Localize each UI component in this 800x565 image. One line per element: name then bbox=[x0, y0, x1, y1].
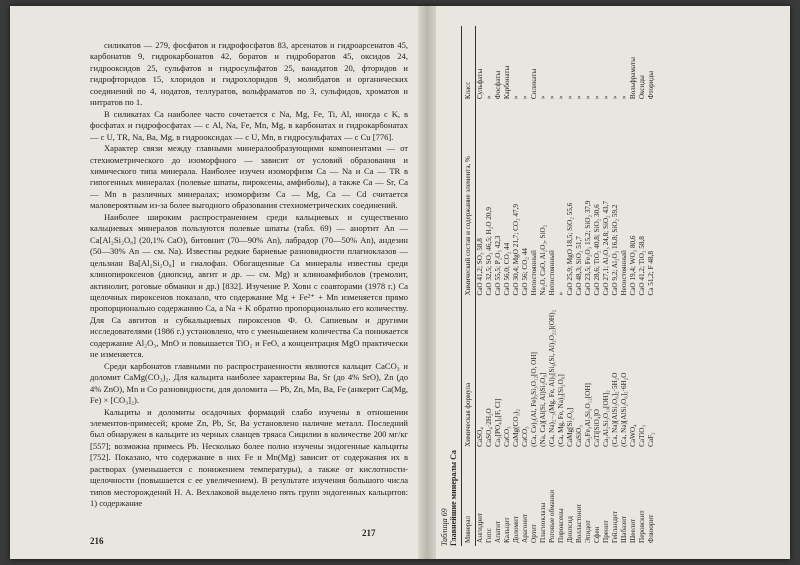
cell-formula: CaCO₃ bbox=[503, 426, 511, 447]
table-row bbox=[620, 26, 629, 546]
cell-composition: CaO 28,6; TiO₂ 40,8; SiO₂ 30,6 bbox=[593, 204, 601, 296]
cell-composition: CaO 48,3; SiO₂ 51,7 bbox=[575, 236, 583, 296]
table-row bbox=[530, 26, 539, 546]
cell-mineral: Плагиоклазы bbox=[539, 502, 547, 543]
cell-mineral: Диопсид bbox=[566, 516, 574, 543]
cell-class: » bbox=[539, 95, 547, 100]
paragraph-3: Характер связи между главными минералообразующими компонентами — от стехиометрического до изоморфного — зависит от условий образования и химического типа минерала. Наиболее изучен изоморфизм Ca — Na и Ca — TR в гипогенных минералах (полевые шпаты, пироксены, амфиболы), а также Ca — Sr, Ca — Mn в различных минералах; изоморфизм Ca — Mg, Ca — Cd считается маловероятным из-за более выгодного образования стехиометрических соединений. bbox=[90, 143, 408, 211]
cell-formula: CaSO₄·2H₂O bbox=[485, 408, 493, 447]
cell-composition: CaO 9,2; Al₂O₃ 16,8; SiO₂ 59,2 bbox=[611, 204, 619, 296]
cell-class: » bbox=[575, 95, 583, 100]
page-number-right: 217 bbox=[362, 528, 376, 538]
cell-formula: CaF₂ bbox=[647, 432, 655, 447]
cell-formula: CaMg[Si₂O₆] bbox=[566, 407, 574, 447]
cell-formula: (Ca, Na)₂₋₃(Mg, Fe, Al)₅[Si₆(Si, Al)₂O₂₂](OH)₂ bbox=[548, 310, 556, 447]
cell-composition: CaO 30,4; MgO 21,7; CO₂ 47,9 bbox=[512, 203, 520, 296]
cell-mineral: Гипс bbox=[485, 528, 493, 543]
cell-class: » bbox=[512, 95, 520, 100]
cell-mineral: Доломит bbox=[512, 516, 520, 543]
header-mineral: Минерал bbox=[462, 450, 476, 546]
page-number-left: 216 bbox=[90, 536, 104, 546]
table-row bbox=[485, 26, 494, 546]
table-row bbox=[539, 26, 548, 546]
table-row bbox=[593, 26, 602, 546]
cell-formula: (Ca, Na)[AlSi₃O₈]₂·5H₂O bbox=[611, 372, 619, 447]
table-row bbox=[503, 26, 512, 546]
cell-class: » bbox=[566, 95, 574, 100]
cell-formula: (Ca, Ce)₂(Al, Fe)₃Si₃O₁₂[O, OH] bbox=[530, 352, 538, 447]
cell-formula: (Ca, Mg, Fe, Na)₂[Si₂O₆] bbox=[557, 374, 565, 447]
cell-class: » bbox=[548, 95, 556, 100]
cell-formula: (Na, Ca)[Al(Si, Al)Si₂O₈] bbox=[539, 372, 547, 447]
paragraph-1: силикатов — 279, фосфатов и гидрофосфатов 83, арсенатов и гидроарсенатов 45, карбонатов 9, гидрокарбонатов 42, боратов и гидроборатов 45, оксидов 24, гидрооксидов 25, сульфатов и гидросульфатов 25, ванадатов 20, фторидов и гидрофторидов 15, хлоридов и гидрохлоридов 9, молибдатов и органических соединений по 4, нодатов, теллуратов, вольфраматов по 3, сульфидов, хроматов и нитратов по 1. bbox=[90, 40, 408, 108]
cell-formula: (Ca, Na)[AlSi₂O₆]₂·6H₂O bbox=[620, 372, 628, 447]
cell-class: » bbox=[602, 95, 610, 100]
cell-class: Оксиды bbox=[638, 75, 646, 100]
cell-composition: CaO 41,2; TiO₂ 58,8 bbox=[638, 236, 646, 296]
cell-mineral: Перовскит bbox=[638, 510, 646, 543]
cell-formula: CaWO₄ bbox=[629, 424, 637, 447]
paragraph-6: Кальциты и доломиты осадочных формаций слабо изучены в отношении элементов-примесей; кроме Zn, Pb, Sr, Ba установлено наличие металл. Последний был обнаружен в кальците из черных сланцев тряаса Сицилии в количестве 200 мг/кг [557]; возможна примесь Pb. Несколько более полно изучены эндогенные кальциты [752]. Показано, что содержание в них Fe и Mn(Mg) зависит от содержания их в растворах (уменьшается с понижением температуры), а также от кислотности-щелочности (повышается с ее увеличением). В результате изучения большого числа типов месторождений Н. А. Вехлаковой выделено пять групп эндогенных кальцитов: 1) содержание bbox=[90, 406, 408, 509]
cell-composition: CaO 55,5; P₂O₅ 42,3 bbox=[494, 235, 502, 296]
cell-mineral: Шеелит bbox=[629, 518, 637, 543]
cell-class: » bbox=[485, 95, 493, 100]
table-row bbox=[566, 26, 575, 546]
cell-class: » bbox=[593, 95, 601, 100]
cell-formula: CaSO₄ bbox=[476, 427, 484, 447]
table-row bbox=[584, 26, 593, 546]
cell-composition: CaO 56,0; CO₂ 44 bbox=[503, 242, 511, 296]
cell-mineral: Шабазит bbox=[620, 515, 628, 543]
left-page bbox=[90, 40, 408, 548]
cell-class: Вольфраматы bbox=[629, 57, 637, 100]
cell-class: » bbox=[521, 95, 529, 100]
cell-composition: Непостоянный bbox=[548, 250, 556, 296]
table-row bbox=[476, 26, 486, 546]
cell-class: Сульфаты bbox=[476, 68, 484, 100]
table-row bbox=[512, 26, 521, 546]
cell-formula: CaTiO₃ bbox=[638, 425, 646, 447]
cell-mineral: Ортит bbox=[530, 524, 538, 543]
table-row bbox=[629, 26, 638, 546]
cell-formula: CaMg(CO₃)₂ bbox=[512, 409, 520, 447]
right-page bbox=[440, 26, 790, 556]
cell-formula: CaSiO₃ bbox=[575, 425, 583, 447]
cell-composition: CaO 19,4; WO₃ 80,6 bbox=[629, 235, 637, 296]
paragraph-5: Среди карбонатов главными по распространенности являются кальцит CaCO₃ и доломит CaMg(CO₃)₂. Для кальцита наиболее характерны Ba, Sr (до 4% SrO), Zn (до 4% ZnO), Mn и Co разновидности, для доломита — Pb, Zn, Mn, Ba, Fe (анкерит Ca(Mg, Fe) × [CO₃]₂). bbox=[90, 360, 408, 406]
cell-class: » bbox=[620, 95, 628, 100]
table-row bbox=[575, 26, 584, 546]
cell-class: Силикаты bbox=[530, 68, 538, 100]
cell-class: » bbox=[557, 95, 565, 100]
cell-formula: CaTi[SiO₄]O bbox=[593, 409, 601, 447]
cell-formula: Ca₅[PO₄]₃[F, Cl] bbox=[494, 398, 502, 447]
table-caption bbox=[440, 26, 458, 546]
cell-class: » bbox=[611, 95, 619, 100]
paragraph-4: Наиболее широким распространением среди кальциевых и существенно кальциевых минералов пользуются полевые шпаты (табл. 69) — анортит An — Ca[Al₂Si₂O₈] (20,1% CaO), битовнит (70—90% An), лабрадор (70—50% An), андезин (50—30% An — см. Na). Известны редкие бариевые разновидности плагиоклазов — цельзиан Ba[Al₂Si₂O₈] и гиалофан. Обогащенные Ca минералы известны среди клинопироксенов (диопсид, авгит и др. — см. Mg) и клиноамфиболов (тремолит, актинолит, роговые обманки и др.) [832]. Изучение Р. Ховн с соавторами (1978 г.) Ca щелочных пироксенов показало, что содержание Mg + Fe²⁺ + Mn изменяется прямо пропорционально содержанию Ca, а Na + K обратно пропорционально его количеству. Для Ca авгитов и субкальциевых пироксенов Ф. О. Сапиевым и другими исследователями (1986 г.) установлено, что с уменьшением количества Ca понижается содержание Al₂O₃, MnO и повышается TiO₂ и FeO, а концентрация MgO практически не изменяется. bbox=[90, 211, 408, 360]
cell-class: Фосфаты bbox=[494, 70, 502, 100]
cell-mineral: Пироксены bbox=[557, 508, 565, 543]
table-row bbox=[548, 26, 557, 546]
cell-mineral: Гейландит bbox=[611, 511, 619, 543]
table-header-row bbox=[462, 26, 476, 546]
table-title: Главнейшие минералы Ca bbox=[449, 450, 458, 546]
table-row bbox=[494, 26, 503, 546]
cell-mineral: Ангидрит bbox=[476, 512, 484, 543]
cell-composition: Непостоянный bbox=[530, 250, 538, 296]
cell-class: Фториды bbox=[647, 70, 655, 100]
cell-composition: Na₂O, CaO, Al₂O₃, SiO₂ bbox=[539, 224, 547, 296]
cell-class: » bbox=[584, 95, 592, 100]
cell-class: Карбонаты bbox=[503, 65, 511, 100]
table-row bbox=[557, 26, 566, 546]
cell-composition: CaO 32,5; SO₃ 46,5; H₂O 20,9 bbox=[485, 207, 493, 296]
cell-composition: CaO 23,5; Fe₂O₃ 15,2; SiO₂ 37,9 bbox=[584, 200, 592, 296]
cell-mineral: Эпидот bbox=[584, 520, 592, 543]
header-class: Класс bbox=[462, 26, 476, 102]
cell-mineral: Сфен bbox=[593, 526, 601, 543]
cell-composition: CaO 25,9; MgO 18,5; SiO₂ 55,6 bbox=[566, 202, 574, 296]
book-gutter bbox=[418, 6, 436, 559]
book-spread bbox=[10, 6, 790, 559]
cell-composition: CaO 41,2; SO₃ 58,8 bbox=[476, 238, 484, 296]
cell-formula: CaCO₃ bbox=[521, 426, 529, 447]
cell-formula: Ca₂Fe₃Al₂Si₃O₁₂[OH] bbox=[584, 383, 592, 447]
cell-composition: CaO 27,1; Al₂O₃ 24,8; SiO₂ 43,7 bbox=[602, 200, 610, 296]
cell-mineral: Пренит bbox=[602, 520, 610, 543]
rotated-table-block bbox=[440, 26, 770, 546]
cell-composition: CaO 56; CO₂ 44 bbox=[521, 248, 529, 296]
cell-mineral: Флюорит bbox=[647, 514, 655, 543]
cell-formula: Ca₂Al₂Si₃O₁₀[OH]₂ bbox=[602, 390, 610, 447]
table-row bbox=[611, 26, 620, 546]
cell-mineral: Арагонит bbox=[521, 513, 529, 543]
table-row bbox=[521, 26, 530, 546]
cell-composition: Ca 51,2; F 48,8 bbox=[647, 251, 655, 296]
cell-composition: » bbox=[557, 291, 565, 296]
cell-mineral: Кальцит bbox=[503, 517, 511, 543]
table-row bbox=[647, 26, 656, 546]
header-formula: Химическая формула bbox=[462, 299, 476, 450]
minerals-table bbox=[461, 26, 656, 546]
cell-composition: Непостоянный bbox=[620, 250, 628, 296]
header-composition: Химический состав и содержание элемента, % bbox=[462, 102, 476, 298]
table-row bbox=[638, 26, 647, 546]
cell-mineral: Роговые обманки bbox=[548, 489, 556, 543]
paragraph-2: В силикатах Ca наиболее часто сочетается с Na, Mg, Fe, Ti, Al, иногда с K, в фосфатах и гидрофосфатах — с Al, Na, Fe, Mn, Mg, в карбонатах и гидрокарбонатах — с U, TR, Na, Ba, Mg, в гидрооксидах — с U, Mn, в гидросульфатах — с Cu [776]. bbox=[90, 108, 408, 142]
table-row bbox=[602, 26, 611, 546]
cell-mineral: Волластонит bbox=[575, 503, 583, 543]
cell-mineral: Апатит bbox=[494, 520, 502, 543]
table-number: Таблица 69 bbox=[440, 508, 449, 546]
